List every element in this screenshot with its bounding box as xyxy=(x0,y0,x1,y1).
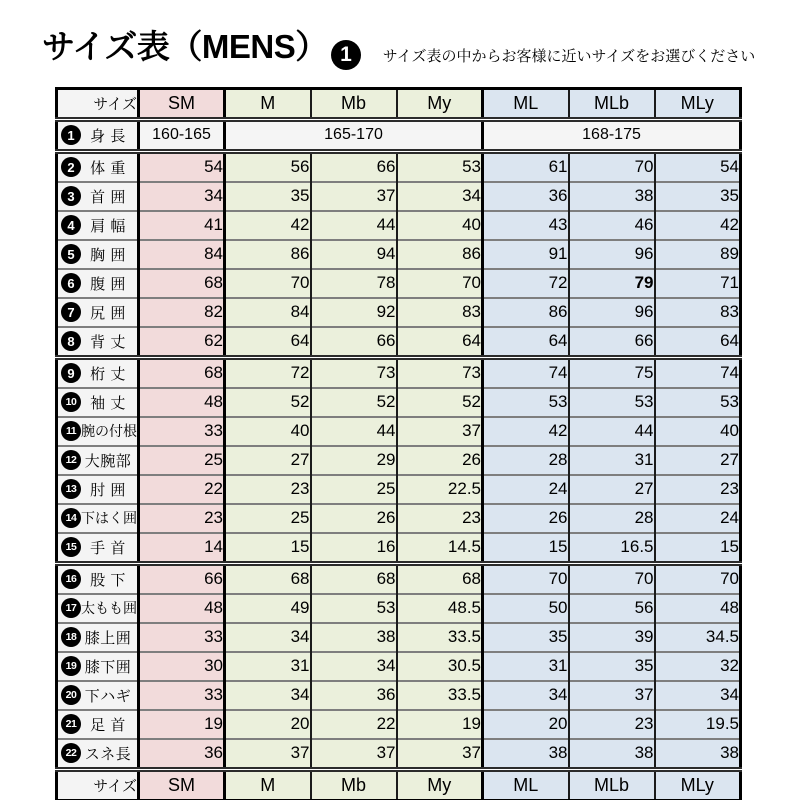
row-label xyxy=(57,327,139,358)
row-label xyxy=(57,119,139,151)
row-label xyxy=(57,446,139,475)
row-number-badge: 4 xyxy=(61,215,81,235)
size-value-cell: 56 xyxy=(225,151,311,182)
size-value-cell: 15 xyxy=(225,533,311,564)
column-header-my: My xyxy=(397,88,483,119)
size-value-cell: 38 xyxy=(569,182,655,211)
row-label-text: 手 首 xyxy=(90,539,126,557)
column-header-mly: MLy xyxy=(655,88,741,119)
size-value-cell: 56 xyxy=(569,594,655,623)
size-value-cell: 39 xyxy=(569,623,655,652)
size-value-cell: 83 xyxy=(397,298,483,327)
size-value-cell: 53 xyxy=(569,388,655,417)
size-value-cell: 42 xyxy=(483,417,569,446)
size-value-cell: 64 xyxy=(397,327,483,358)
height-range-cell: 160-165 xyxy=(139,119,225,151)
size-value-cell: 22 xyxy=(311,710,397,739)
height-range-cell: 165-170 xyxy=(225,119,483,151)
size-value-cell: 73 xyxy=(311,357,397,388)
row-label xyxy=(57,211,139,240)
row-number-badge: 21 xyxy=(61,714,81,734)
row-label-text: 膝上囲 xyxy=(84,629,132,647)
size-value-cell: 36 xyxy=(483,182,569,211)
size-value-cell: 43 xyxy=(483,211,569,240)
row-number-badge: 19 xyxy=(61,656,81,676)
table-row xyxy=(57,151,741,182)
size-value-cell: 30.5 xyxy=(397,652,483,681)
size-value-cell: 53 xyxy=(483,388,569,417)
row-label-text: 大腕部 xyxy=(84,452,132,470)
footer-column-mb: Mb xyxy=(311,769,397,800)
table-row xyxy=(57,623,741,652)
size-value-cell: 24 xyxy=(483,475,569,504)
table-row xyxy=(57,357,741,388)
size-value-cell: 66 xyxy=(311,151,397,182)
row-label-text: スネ長 xyxy=(84,745,132,763)
row-number-badge: 9 xyxy=(61,363,81,383)
size-value-cell: 34 xyxy=(311,652,397,681)
row-label xyxy=(57,357,139,388)
size-value-cell: 35 xyxy=(655,182,741,211)
size-value-cell: 52 xyxy=(311,388,397,417)
size-value-cell: 31 xyxy=(225,652,311,681)
size-value-cell: 64 xyxy=(225,327,311,358)
row-label-text: 足 首 xyxy=(90,716,126,734)
size-value-cell: 25 xyxy=(225,504,311,533)
size-value-cell: 37 xyxy=(311,182,397,211)
size-value-cell: 64 xyxy=(483,327,569,358)
size-value-cell: 40 xyxy=(655,417,741,446)
table-row xyxy=(57,681,741,710)
size-value-cell: 44 xyxy=(311,211,397,240)
row-number-badge: 3 xyxy=(61,186,81,206)
row-label-text: 肩 幅 xyxy=(90,217,126,235)
size-value-cell: 70 xyxy=(397,269,483,298)
size-value-cell: 44 xyxy=(569,417,655,446)
size-value-cell: 42 xyxy=(225,211,311,240)
size-value-cell: 26 xyxy=(397,446,483,475)
size-value-cell: 74 xyxy=(483,357,569,388)
size-value-cell: 48.5 xyxy=(397,594,483,623)
size-value-cell: 53 xyxy=(397,151,483,182)
row-label xyxy=(57,533,139,564)
column-header-mlb: MLb xyxy=(569,88,655,119)
size-value-cell: 70 xyxy=(225,269,311,298)
size-value-cell: 37 xyxy=(569,681,655,710)
table-row xyxy=(57,327,741,358)
size-value-cell: 72 xyxy=(483,269,569,298)
row-label xyxy=(57,475,139,504)
size-table xyxy=(55,87,742,800)
row-label-text: 腹 囲 xyxy=(90,275,126,293)
size-value-cell: 35 xyxy=(569,652,655,681)
row-number-badge: 2 xyxy=(61,157,81,177)
table-row xyxy=(57,446,741,475)
size-value-cell: 66 xyxy=(311,327,397,358)
size-value-cell: 68 xyxy=(397,563,483,594)
row-label xyxy=(57,739,139,770)
table-row xyxy=(57,594,741,623)
size-value-cell: 34 xyxy=(225,623,311,652)
footer-column-ml: ML xyxy=(483,769,569,800)
row-label-text: 肘 囲 xyxy=(90,481,126,499)
footer-column-sm: SM xyxy=(139,769,225,800)
size-value-cell: 68 xyxy=(139,269,225,298)
size-value-cell: 27 xyxy=(655,446,741,475)
row-number-badge: 10 xyxy=(61,392,81,412)
size-value-cell: 15 xyxy=(483,533,569,564)
size-value-cell: 33 xyxy=(139,681,225,710)
row-number-badge: 15 xyxy=(61,537,81,557)
row-number-badge: 13 xyxy=(61,479,81,499)
row-number-badge: 16 xyxy=(61,569,81,589)
size-value-cell: 37 xyxy=(397,739,483,770)
size-value-cell: 42 xyxy=(655,211,741,240)
row-label xyxy=(57,681,139,710)
row-label-text: 下ハギ xyxy=(84,687,132,705)
size-value-cell: 53 xyxy=(655,388,741,417)
size-value-cell: 34 xyxy=(483,681,569,710)
table-row xyxy=(57,710,741,739)
size-table-body xyxy=(57,119,741,769)
size-value-cell: 86 xyxy=(397,240,483,269)
column-header-mb: Mb xyxy=(311,88,397,119)
size-value-cell: 72 xyxy=(225,357,311,388)
size-value-cell: 92 xyxy=(311,298,397,327)
size-value-cell: 37 xyxy=(225,739,311,770)
footer-row xyxy=(57,769,741,800)
row-label-text: 首 囲 xyxy=(90,188,126,206)
row-label-text: 身 長 xyxy=(90,127,126,145)
size-value-cell: 29 xyxy=(311,446,397,475)
page-subtitle: サイズ表の中からお客様に近いサイズをお選びください xyxy=(382,47,756,65)
row-label xyxy=(57,623,139,652)
row-label xyxy=(57,388,139,417)
size-value-cell: 26 xyxy=(483,504,569,533)
size-value-cell: 14.5 xyxy=(397,533,483,564)
column-header-ml: ML xyxy=(483,88,569,119)
size-value-cell: 23 xyxy=(225,475,311,504)
size-value-cell: 32 xyxy=(655,652,741,681)
size-value-cell: 38 xyxy=(655,739,741,770)
row-label xyxy=(57,652,139,681)
footer-column-mlb: MLb xyxy=(569,769,655,800)
size-value-cell: 28 xyxy=(569,504,655,533)
size-value-cell: 23 xyxy=(655,475,741,504)
size-value-cell: 78 xyxy=(311,269,397,298)
row-number-badge: 8 xyxy=(61,331,81,351)
size-value-cell: 41 xyxy=(139,211,225,240)
size-table-head xyxy=(57,88,741,119)
size-value-cell: 27 xyxy=(225,446,311,475)
size-value-cell: 25 xyxy=(139,446,225,475)
size-value-cell: 19 xyxy=(397,710,483,739)
size-value-cell: 94 xyxy=(311,240,397,269)
size-value-cell: 16 xyxy=(311,533,397,564)
row-number-badge: 5 xyxy=(61,244,81,264)
size-value-cell: 23 xyxy=(569,710,655,739)
size-value-cell: 33.5 xyxy=(397,681,483,710)
size-value-cell: 86 xyxy=(225,240,311,269)
row-number-badge: 17 xyxy=(61,598,81,618)
size-value-cell: 84 xyxy=(225,298,311,327)
row-number-badge: 1 xyxy=(61,125,81,145)
size-value-cell: 33.5 xyxy=(397,623,483,652)
size-value-cell: 48 xyxy=(139,388,225,417)
table-row xyxy=(57,739,741,770)
size-value-cell: 70 xyxy=(483,563,569,594)
row-label-text: 胸 囲 xyxy=(90,246,126,264)
size-value-cell: 30 xyxy=(139,652,225,681)
size-value-cell: 73 xyxy=(397,357,483,388)
size-value-cell: 52 xyxy=(225,388,311,417)
size-value-cell: 68 xyxy=(311,563,397,594)
size-value-cell: 22 xyxy=(139,475,225,504)
row-label-text: 尻 囲 xyxy=(90,304,126,322)
size-value-cell: 68 xyxy=(139,357,225,388)
size-value-cell: 52 xyxy=(397,388,483,417)
size-value-cell: 23 xyxy=(139,504,225,533)
size-value-cell: 70 xyxy=(569,151,655,182)
size-value-cell: 33 xyxy=(139,623,225,652)
size-value-cell: 34.5 xyxy=(655,623,741,652)
table-row xyxy=(57,211,741,240)
corner-label: サイズ xyxy=(57,88,139,119)
size-value-cell: 38 xyxy=(569,739,655,770)
row-number-badge: 12 xyxy=(61,450,81,470)
row-label xyxy=(57,710,139,739)
footer-column-my: My xyxy=(397,769,483,800)
size-value-cell: 19.5 xyxy=(655,710,741,739)
row-number-badge: 7 xyxy=(61,302,81,322)
size-value-cell: 79 xyxy=(569,269,655,298)
row-label-text: 股 下 xyxy=(90,571,126,589)
footer-column-mly: MLy xyxy=(655,769,741,800)
size-value-cell: 86 xyxy=(483,298,569,327)
size-chart-page xyxy=(0,30,800,800)
size-value-cell: 31 xyxy=(483,652,569,681)
row-label xyxy=(57,151,139,182)
size-value-cell: 54 xyxy=(139,151,225,182)
table-row xyxy=(57,533,741,564)
size-value-cell: 48 xyxy=(139,594,225,623)
column-header-sm: SM xyxy=(139,88,225,119)
row-label xyxy=(57,504,139,533)
row-label-text: 背 丈 xyxy=(90,333,126,351)
row-number-badge: 18 xyxy=(61,627,81,647)
size-value-cell: 48 xyxy=(655,594,741,623)
row-label xyxy=(57,240,139,269)
size-value-cell: 61 xyxy=(483,151,569,182)
size-value-cell: 68 xyxy=(225,563,311,594)
table-row xyxy=(57,417,741,446)
size-value-cell: 40 xyxy=(397,211,483,240)
size-value-cell: 37 xyxy=(397,417,483,446)
size-value-cell: 34 xyxy=(139,182,225,211)
size-value-cell: 27 xyxy=(569,475,655,504)
height-range-cell: 168-175 xyxy=(483,119,741,151)
size-value-cell: 53 xyxy=(311,594,397,623)
size-value-cell: 36 xyxy=(139,739,225,770)
table-row xyxy=(57,119,741,151)
row-label xyxy=(57,417,139,446)
size-value-cell: 96 xyxy=(569,240,655,269)
row-number-badge: 20 xyxy=(61,685,81,705)
size-value-cell: 70 xyxy=(569,563,655,594)
row-label xyxy=(57,182,139,211)
row-label-text: 下はく囲 xyxy=(81,510,137,526)
row-label xyxy=(57,594,139,623)
size-value-cell: 25 xyxy=(311,475,397,504)
table-row xyxy=(57,269,741,298)
size-value-cell: 96 xyxy=(569,298,655,327)
size-value-cell: 82 xyxy=(139,298,225,327)
size-value-cell: 62 xyxy=(139,327,225,358)
row-label-text: 太もも囲 xyxy=(81,600,137,616)
size-value-cell: 91 xyxy=(483,240,569,269)
row-number-badge: 14 xyxy=(61,508,81,528)
size-value-cell: 66 xyxy=(569,327,655,358)
row-number-badge: 22 xyxy=(61,743,81,763)
column-header-m: M xyxy=(225,88,311,119)
size-value-cell: 71 xyxy=(655,269,741,298)
size-value-cell: 37 xyxy=(311,739,397,770)
table-row xyxy=(57,652,741,681)
page-title xyxy=(42,30,361,70)
size-value-cell: 20 xyxy=(225,710,311,739)
size-value-cell: 20 xyxy=(483,710,569,739)
size-value-cell: 19 xyxy=(139,710,225,739)
row-label-text: 桁 丈 xyxy=(90,365,126,383)
page-header xyxy=(42,30,800,70)
size-value-cell: 75 xyxy=(569,357,655,388)
size-value-cell: 70 xyxy=(655,563,741,594)
table-row xyxy=(57,475,741,504)
size-value-cell: 54 xyxy=(655,151,741,182)
row-label xyxy=(57,298,139,327)
row-label-text: 体 重 xyxy=(90,159,126,177)
size-value-cell: 89 xyxy=(655,240,741,269)
title-number-badge: 1 xyxy=(331,40,361,70)
size-value-cell: 16.5 xyxy=(569,533,655,564)
size-value-cell: 26 xyxy=(311,504,397,533)
size-value-cell: 22.5 xyxy=(397,475,483,504)
size-value-cell: 50 xyxy=(483,594,569,623)
size-value-cell: 84 xyxy=(139,240,225,269)
size-value-cell: 33 xyxy=(139,417,225,446)
size-value-cell: 64 xyxy=(655,327,741,358)
row-number-badge: 6 xyxy=(61,273,81,293)
size-value-cell: 34 xyxy=(225,681,311,710)
size-value-cell: 34 xyxy=(397,182,483,211)
size-value-cell: 35 xyxy=(225,182,311,211)
table-row xyxy=(57,504,741,533)
size-value-cell: 15 xyxy=(655,533,741,564)
size-value-cell: 38 xyxy=(311,623,397,652)
size-value-cell: 36 xyxy=(311,681,397,710)
size-table-foot xyxy=(57,769,741,800)
row-label-text: 腕の付根 xyxy=(81,423,137,439)
size-value-cell: 28 xyxy=(483,446,569,475)
page-title-text: サイズ表（MENS） xyxy=(42,28,328,65)
size-value-cell: 49 xyxy=(225,594,311,623)
row-label-text: 袖 丈 xyxy=(90,394,126,412)
size-value-cell: 83 xyxy=(655,298,741,327)
row-label-text: 膝下囲 xyxy=(84,658,132,676)
size-value-cell: 24 xyxy=(655,504,741,533)
table-row xyxy=(57,182,741,211)
size-value-cell: 35 xyxy=(483,623,569,652)
size-value-cell: 38 xyxy=(483,739,569,770)
header-row xyxy=(57,88,741,119)
row-label xyxy=(57,563,139,594)
size-value-cell: 34 xyxy=(655,681,741,710)
size-value-cell: 14 xyxy=(139,533,225,564)
table-row xyxy=(57,563,741,594)
size-value-cell: 40 xyxy=(225,417,311,446)
size-value-cell: 74 xyxy=(655,357,741,388)
size-value-cell: 46 xyxy=(569,211,655,240)
table-row xyxy=(57,298,741,327)
size-value-cell: 23 xyxy=(397,504,483,533)
footer-corner-label: サイズ xyxy=(57,769,139,800)
size-value-cell: 44 xyxy=(311,417,397,446)
size-value-cell: 31 xyxy=(569,446,655,475)
size-value-cell: 66 xyxy=(139,563,225,594)
table-row xyxy=(57,388,741,417)
row-label xyxy=(57,269,139,298)
table-row xyxy=(57,240,741,269)
footer-column-m: M xyxy=(225,769,311,800)
row-number-badge: 11 xyxy=(61,421,81,441)
